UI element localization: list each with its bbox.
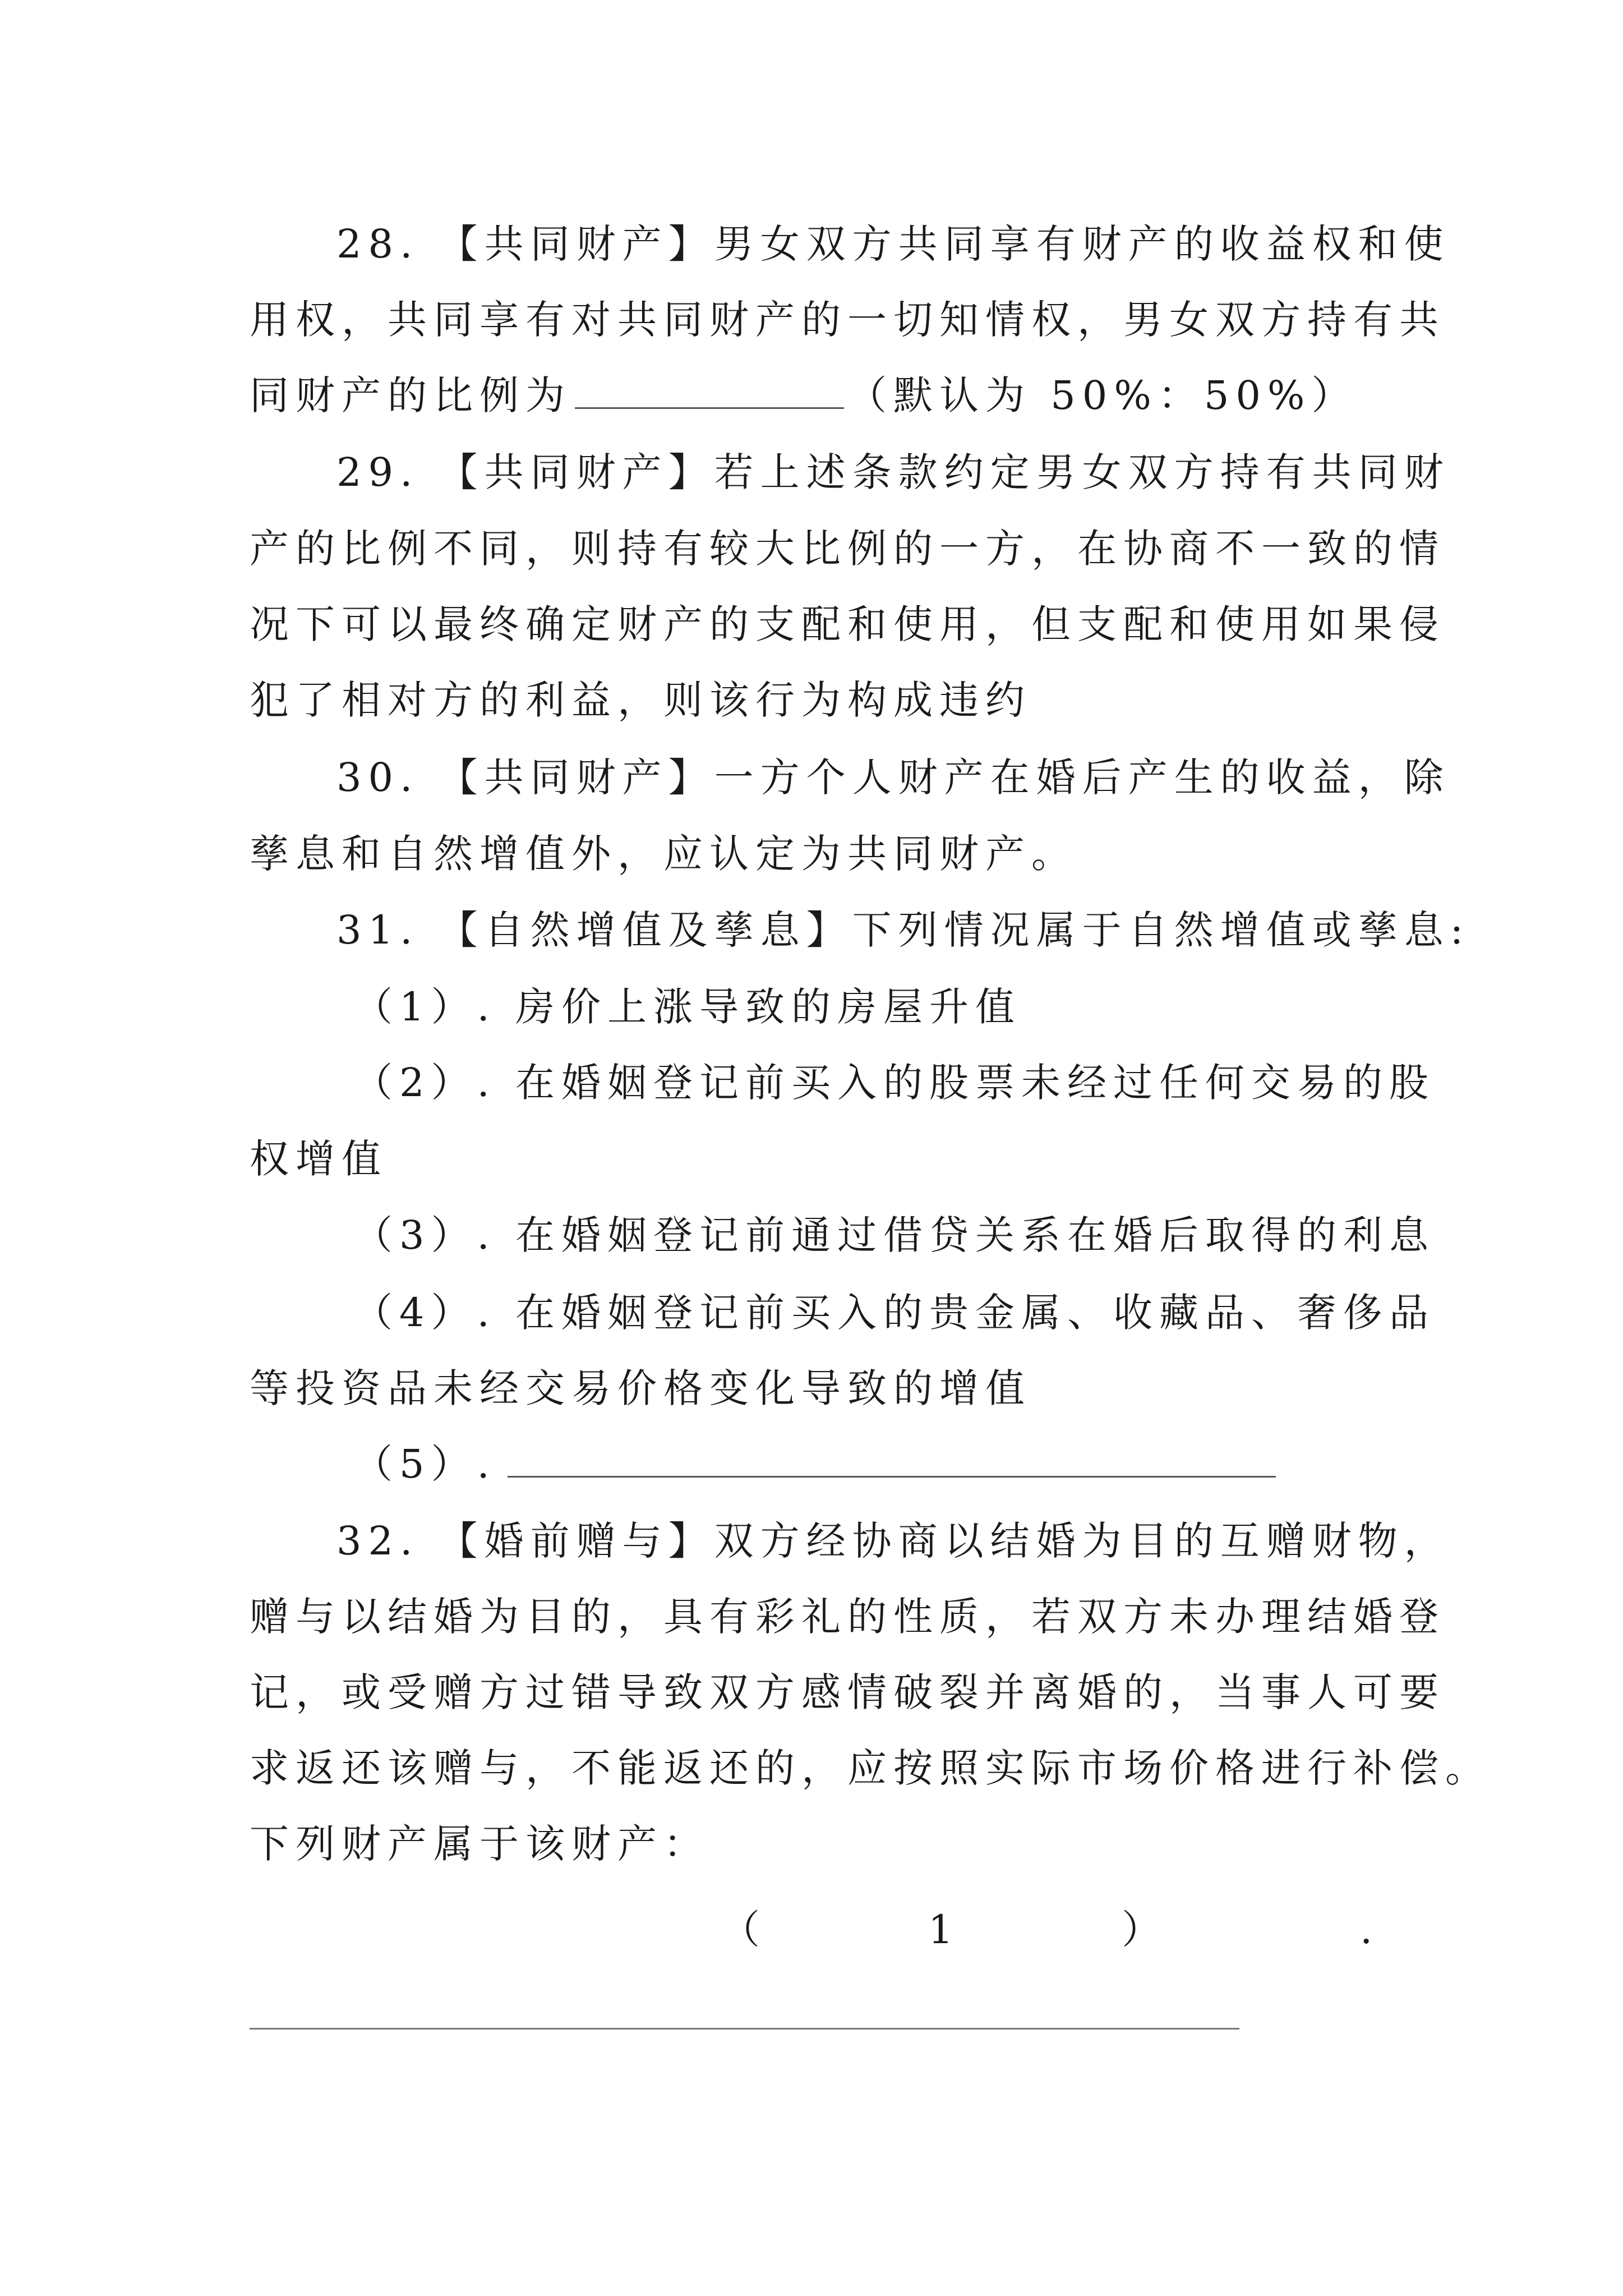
clause-28-line-3 (250, 367, 1357, 424)
clause-31-item-2-line-2: 权增值 (250, 1136, 388, 1182)
clause-29-line-4: 犯了相对方的利益，则该行为构成违约 (250, 677, 1031, 723)
clause-29-line-1: 29. 【共同财产】若上述条款约定男女双方持有共同财 (336, 449, 1450, 495)
clause-31-item-4-line-1: （4）. 在婚姻登记前买入的贵金属、收藏品、奢侈品 (353, 1290, 1436, 1336)
clause-28-line-2: 用权，共同享有对共同财产的一切知情权，男女双方持有共 (250, 297, 1445, 343)
clause-28-line-1: 28. 【共同财产】男女双方共同享有财产的收益权和使 (336, 221, 1450, 267)
item-1-number: 1 (928, 1907, 953, 1953)
clause-31-item-5-label: （5）. (353, 1441, 496, 1487)
clause-32-line-1: 32. 【婚前赠与】双方经协商以结婚为目的互赠财物， (336, 1518, 1450, 1564)
clause-32-line-2: 赠与以结婚为目的，具有彩礼的性质，若双方未办理结婚登 (250, 1594, 1445, 1640)
clause-29-line-3: 况下可以最终确定财产的支配和使用，但支配和使用如果侵 (250, 601, 1445, 647)
item-5-blank-field[interactable] (508, 1441, 1276, 1478)
clause-31-item-5 (353, 1436, 1276, 1492)
clause-32-line-3: 记，或受赠方过错导致双方感情破裂并离婚的，当事人可要 (250, 1669, 1445, 1715)
clause-31-item-4-line-2: 等投资品未经交易价格变化导致的增值 (250, 1365, 1031, 1411)
clause-30-line-1: 30. 【共同财产】一方个人财产在婚后产生的收益，除 (336, 754, 1450, 800)
item-1-blank-field[interactable] (250, 2028, 1239, 2030)
ratio-blank-field[interactable] (575, 372, 844, 409)
clause-31-item-2-line-1: （2）. 在婚姻登记前买入的股票未经过任何交易的股 (353, 1060, 1436, 1106)
clause-30-line-2: 孳息和自然增值外，应认定为共同财产。 (250, 831, 1077, 877)
item-1-open-paren: （ (721, 1907, 760, 1953)
clause-31-item-1: （1）. 房价上涨导致的房屋升值 (353, 984, 1022, 1030)
clause-29-line-2: 产的比例不同，则持有较大比例的一方，在协商不一致的情 (250, 526, 1445, 572)
item-1-dot: . (1360, 1907, 1373, 1953)
clause-28-ratio-label: 同财产的比例为 (250, 372, 571, 418)
item-1-close-paren: ） (1122, 1907, 1161, 1953)
clause-31-item-3: （3）. 在婚姻登记前通过借贷关系在婚后取得的利息 (353, 1212, 1436, 1258)
clause-32-line-4: 求返还该赠与，不能返还的，应按照实际市场价格进行补偿。 (250, 1745, 1491, 1791)
clause-28-default-note: （默认为 50%：50%） (847, 372, 1358, 418)
clause-31-line-1: 31. 【自然增值及孳息】下列情况属于自然增值或孳息: (336, 907, 1470, 953)
clause-32-line-5: 下列财产属于该财产： (250, 1821, 709, 1867)
